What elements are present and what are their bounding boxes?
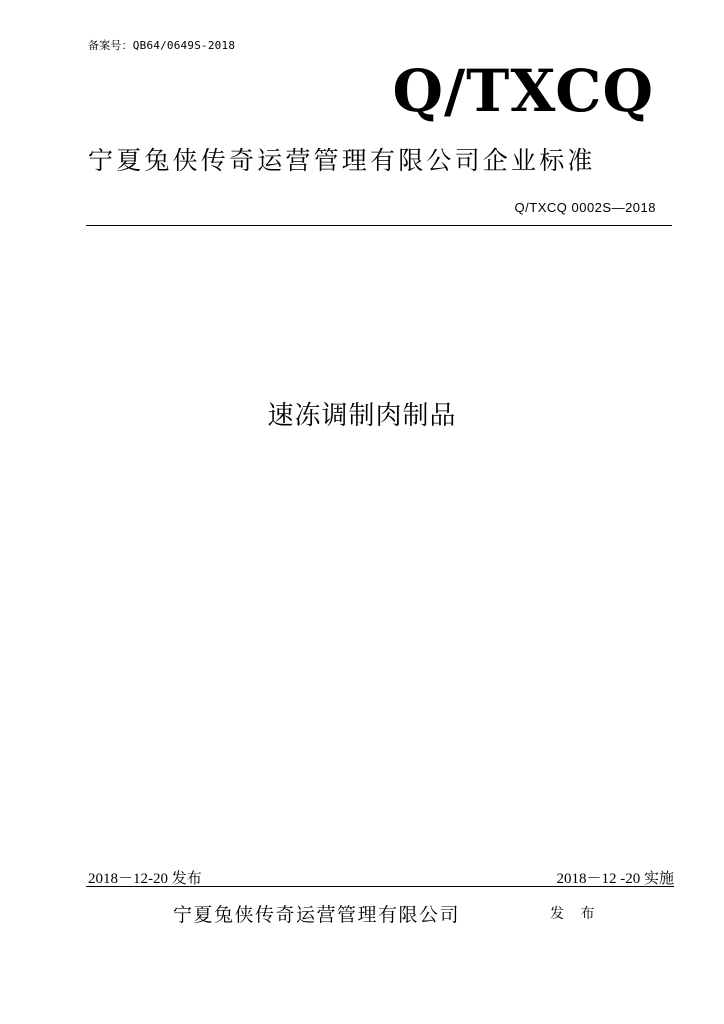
- standard-number: Q/TXCQ 0002S—2018: [514, 200, 656, 215]
- issuing-company: 宁夏兔侠传奇运营管理有限公司: [173, 904, 461, 926]
- document-title: 速冻调制肉制品: [267, 401, 457, 431]
- standard-code: Q/TXCQ: [392, 57, 654, 125]
- header-divider: [86, 225, 672, 226]
- company-standard-heading: 宁夏兔侠传奇运营管理有限公司企业标准: [88, 146, 596, 175]
- filing-number: 备案号：QB64/0649S-2018: [88, 39, 236, 52]
- footer-divider: [86, 886, 674, 887]
- issue-date: 2018－12-20 发布: [88, 871, 202, 887]
- issue-label: 发 布: [550, 906, 601, 922]
- implementation-date: 2018－12 -20 实施: [556, 871, 674, 887]
